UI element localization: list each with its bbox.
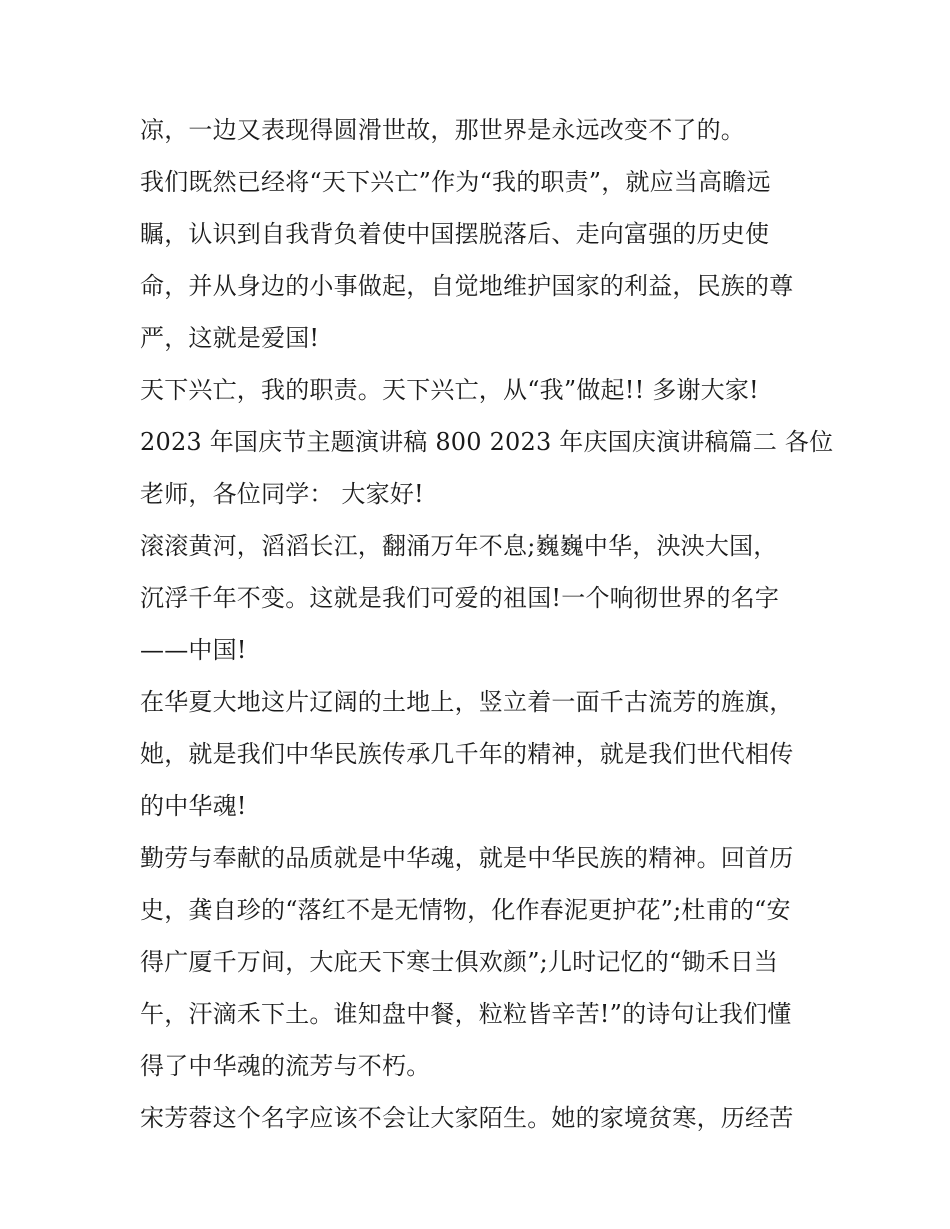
document-body: [140, 104, 834, 1144]
text-line: 我们既然已经将“天下兴亡”作为“我的职责”，就应当高瞻远: [140, 168, 771, 196]
text-line: 她，就是我们中华民族传承几千年的精神，就是我们世代相传: [140, 740, 794, 768]
text-line: 命，并从身边的小事做起，自觉地维护国家的利益，民族的尊: [140, 272, 794, 300]
text-line: 宋芳蓉这个名字应该不会让大家陌生。她的家境贫寒，历经苦: [140, 1104, 794, 1132]
text-line: 沉浮千年不变。这就是我们可爱的祖国!一个响彻世界的名字: [140, 584, 780, 612]
text-line: 凉，一边又表现得圆滑世故，那世界是永远改变不了的。: [140, 116, 745, 144]
text-line: 勤劳与奉献的品质就是中华魂，就是中华民族的精神。回首历: [140, 844, 794, 872]
text-line: 天下兴亡，我的职责。天下兴亡，从“我”做起!! 多谢大家!: [140, 376, 759, 404]
text-line: 2023 年国庆节主题演讲稿 800 2023 年庆国庆演讲稿篇二 各位: [140, 428, 834, 456]
text-line: 瞩，认识到自我背负着使中国摆脱落后、走向富强的历史使: [140, 220, 770, 248]
text-line: 老师，各位同学： 大家好!: [140, 480, 424, 508]
text-line: 的中华魂!: [140, 792, 247, 820]
text-line: ——中国!: [140, 636, 247, 664]
text-line: 得广厦千万间，大庇天下寒士俱欢颜”;儿时记忆的“锄禾日当: [140, 948, 779, 976]
text-line: 史，龚自珍的“落红不是无情物，化作春泥更护花”;杜甫的“安: [140, 896, 791, 924]
text-line: 午，汗滴禾下土。谁知盘中餐，粒粒皆辛苦!”的诗句让我们懂: [140, 1000, 792, 1028]
text-line: 在华夏大地这片辽阔的土地上，竖立着一面千古流芳的旌旗，: [140, 688, 794, 716]
text-line: 得了中华魂的流芳与不朽。: [140, 1052, 431, 1080]
text-line: 滚滚黄河，滔滔长江，翻涌万年不息;巍巍中华，泱泱大国，: [140, 532, 778, 560]
text-line: 严，这就是爱国!: [140, 324, 320, 352]
